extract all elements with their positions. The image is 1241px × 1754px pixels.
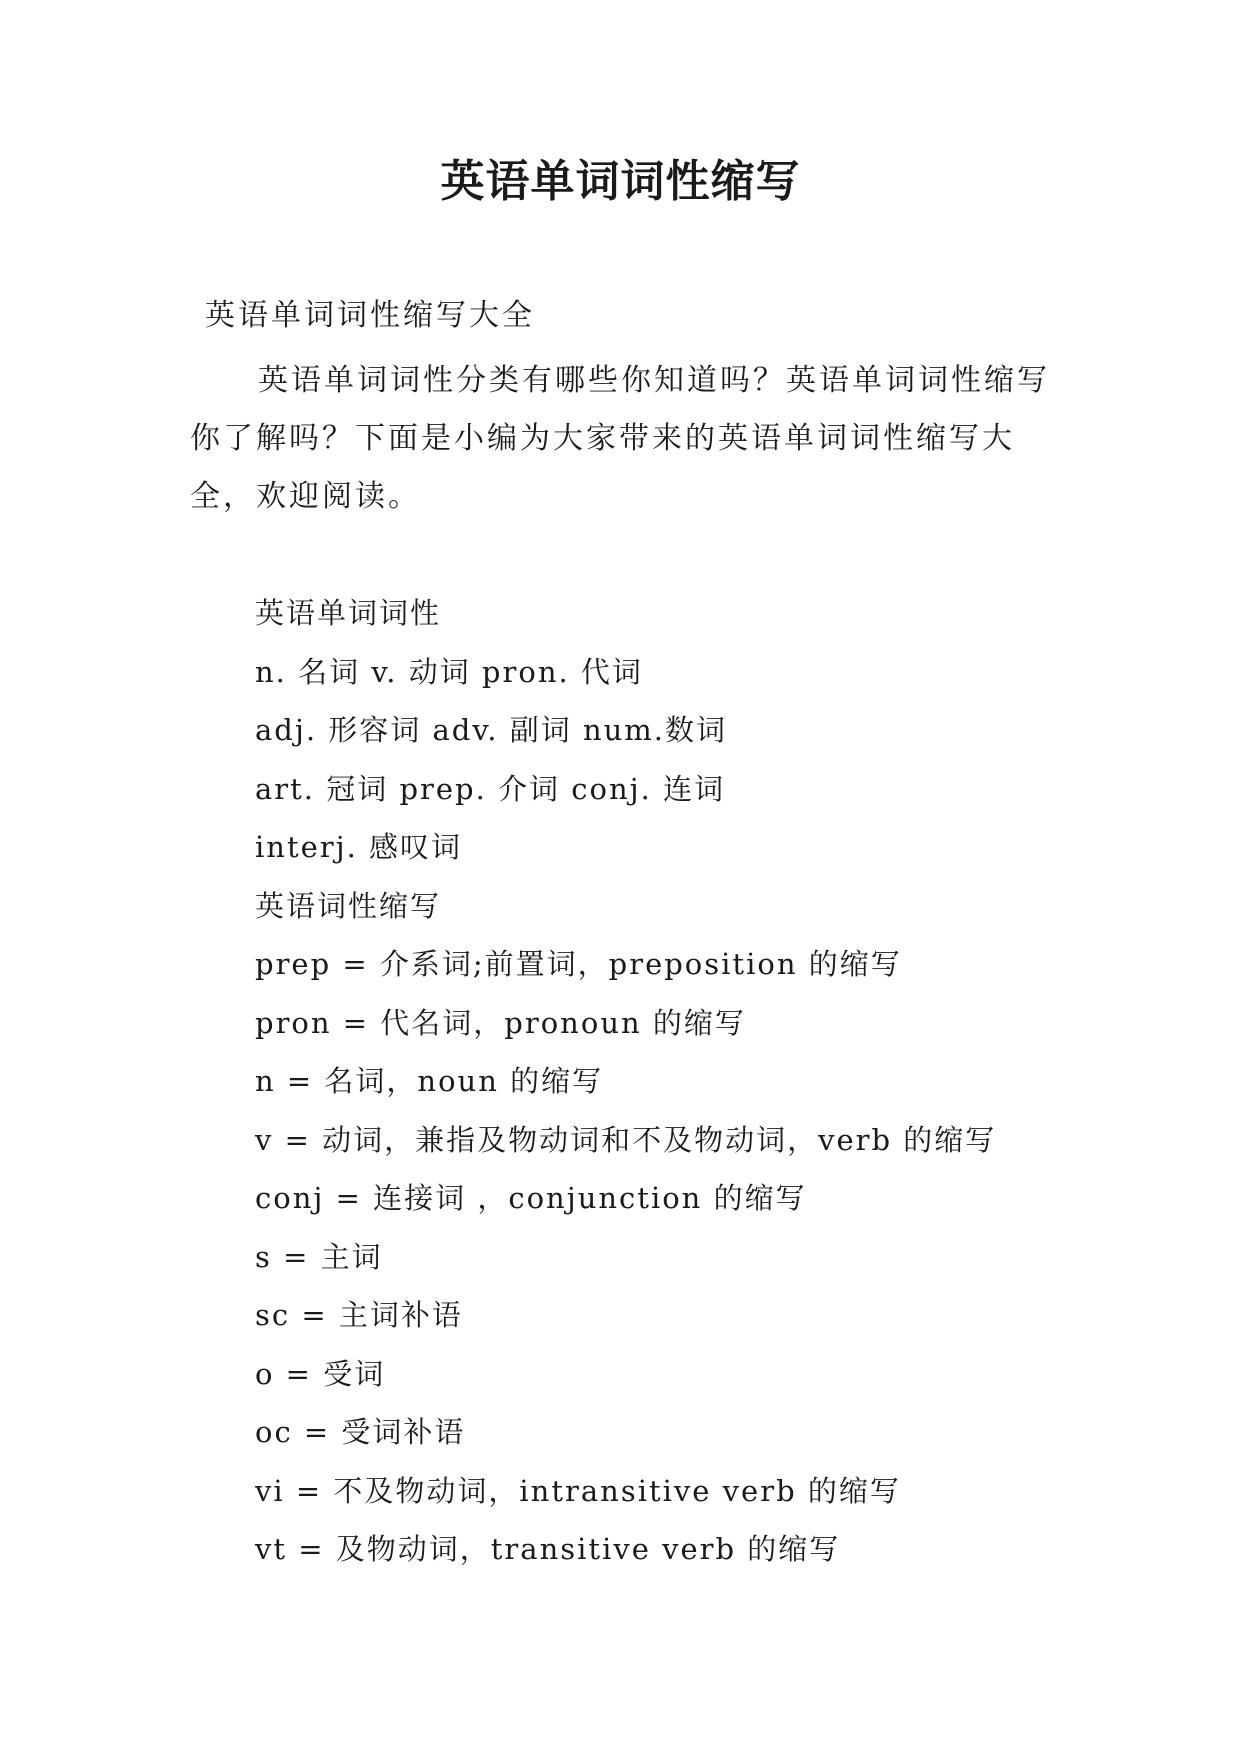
page-title: 英语单词词性缩写 <box>440 156 801 207</box>
list-line: art. 冠词 prep. 介词 conj. 连词 <box>255 771 726 806</box>
list-line: s = 主词 <box>255 1239 383 1274</box>
list-line: vt = 及物动词，transitive verb 的缩写 <box>255 1532 841 1566</box>
list-line: pron = 代名词，pronoun 的缩写 <box>255 1005 746 1040</box>
list-line: 英语单词词性 <box>255 596 442 630</box>
list-line: v = 动词，兼指及物动词和不及物动词，verb 的缩写 <box>255 1122 997 1157</box>
list-line: oc = 受词补语 <box>255 1415 466 1449</box>
section-heading: 英语单词词性缩写大全 <box>205 298 535 333</box>
list-line: interj. 感叹词 <box>255 830 463 864</box>
list-line: adj. 形容词 adv. 副词 num.数词 <box>255 713 728 747</box>
intro-paragraph: 英语单词词性分类有哪些你知道吗？英语单词词性缩写你了解吗？下面是小编为大家带来的英语单词词性缩写大全，欢迎阅读。 <box>190 363 1050 514</box>
list-line: vi = 不及物动词，intransitive verb 的缩写 <box>255 1473 901 1508</box>
list-line: n. 名词 v. 动词 pron. 代词 <box>255 654 643 689</box>
list-line: conj = 连接词 ，conjunction 的缩写 <box>255 1181 807 1215</box>
list-line: sc = 主词补语 <box>255 1298 463 1332</box>
list-line: prep = 介系词;前置词，preposition 的缩写 <box>255 947 902 981</box>
list-line: o = 受词 <box>255 1356 386 1391</box>
list-line: 英语词性缩写 <box>255 888 442 923</box>
abbreviation-list <box>255 584 996 1579</box>
list-line: n = 名词，noun 的缩写 <box>255 1064 604 1098</box>
